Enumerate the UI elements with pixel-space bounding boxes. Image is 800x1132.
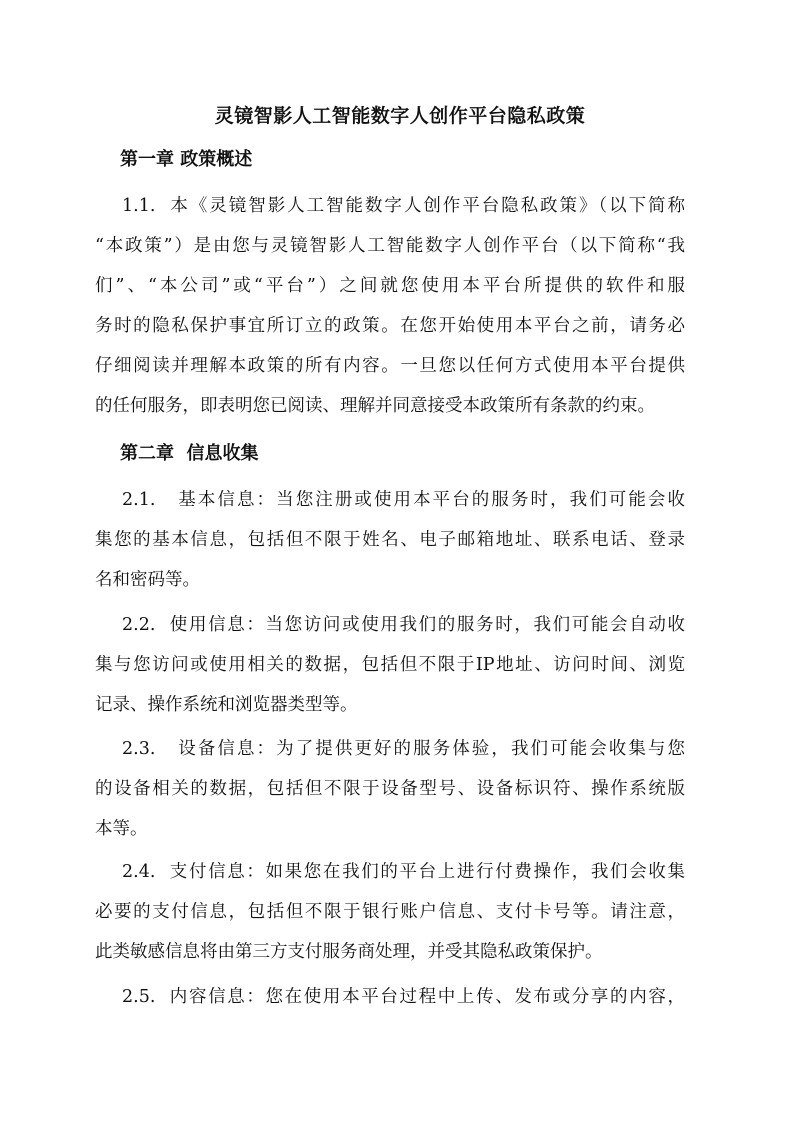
paragraph-line: 务时的隐私保护事宜所订立的政策。在您开始使用本平台之前，请务必 [95, 316, 685, 336]
paragraph-2-1 [95, 480, 685, 600]
paragraph-line: 2.4. 支付信息：如果您在我们的平台上进行付费操作，我们会收集 [122, 862, 685, 882]
paragraph-line: 名和密码等。 [95, 570, 200, 590]
paragraph-line: “本政策”）是由您与灵镜智影人工智能数字人创作平台（以下简称“我 [95, 236, 685, 256]
paragraph-line: 2.3. 设备信息：为了提供更好的服务体验，我们可能会收集与您 [122, 739, 685, 759]
paragraph-2-4 [95, 852, 685, 972]
paragraph-2-2 [95, 605, 685, 725]
paragraph-line: 2.5. 内容信息：您在使用本平台过程中上传、发布或分享的内容， [122, 987, 685, 1007]
chapter-heading: 第一章 政策概述 [120, 149, 253, 170]
paragraph-line: 仔细阅读并理解本政策的所有内容。一旦您以任何方式使用本平台提供 [95, 356, 685, 376]
paragraph-line: 此类敏感信息将由第三方支付服务商处理，并受其隐私政策保护。 [95, 942, 603, 962]
paragraph-line: 2.1. 基本信息：当您注册或使用本平台的服务时，我们可能会收 [122, 490, 685, 510]
paragraph-line: 集与您访问或使用相关的数据，包括但不限于IP地址、访问时间、浏览 [95, 655, 685, 675]
paragraph-line: 们”、“本公司”或“平台”）之间就您使用本平台所提供的软件和服 [95, 276, 685, 296]
page-title: 灵镜智影人工智能数字人创作平台隐私政策 [214, 105, 586, 127]
paragraph-2-3 [95, 729, 685, 849]
paragraph-line: 的任何服务，即表明您已阅读、理解并同意接受本政策所有条款的约束。 [95, 396, 655, 416]
paragraph-line: 本等。 [95, 819, 148, 839]
paragraph-1-1 [95, 186, 685, 426]
paragraph-line: 1.1. 本《灵镜智影人工智能数字人创作平台隐私政策》（以下简称 [122, 196, 685, 216]
chapter-heading: 第二章 信息收集 [120, 443, 259, 464]
paragraph-line: 集您的基本信息，包括但不限于姓名、电子邮箱地址、联系电话、登录 [95, 530, 685, 550]
paragraph-line: 的设备相关的数据，包括但不限于设备型号、设备标识符、操作系统版 [95, 779, 685, 799]
paragraph-line: 必要的支付信息，包括但不限于银行账户信息、支付卡号等。请注意， [95, 902, 685, 922]
paragraph-line: 记录、操作系统和浏览器类型等。 [95, 695, 358, 715]
paragraph-2-5 [95, 977, 685, 1017]
paragraph-line: 2.2. 使用信息：当您访问或使用我们的服务时，我们可能会自动收 [122, 615, 685, 635]
